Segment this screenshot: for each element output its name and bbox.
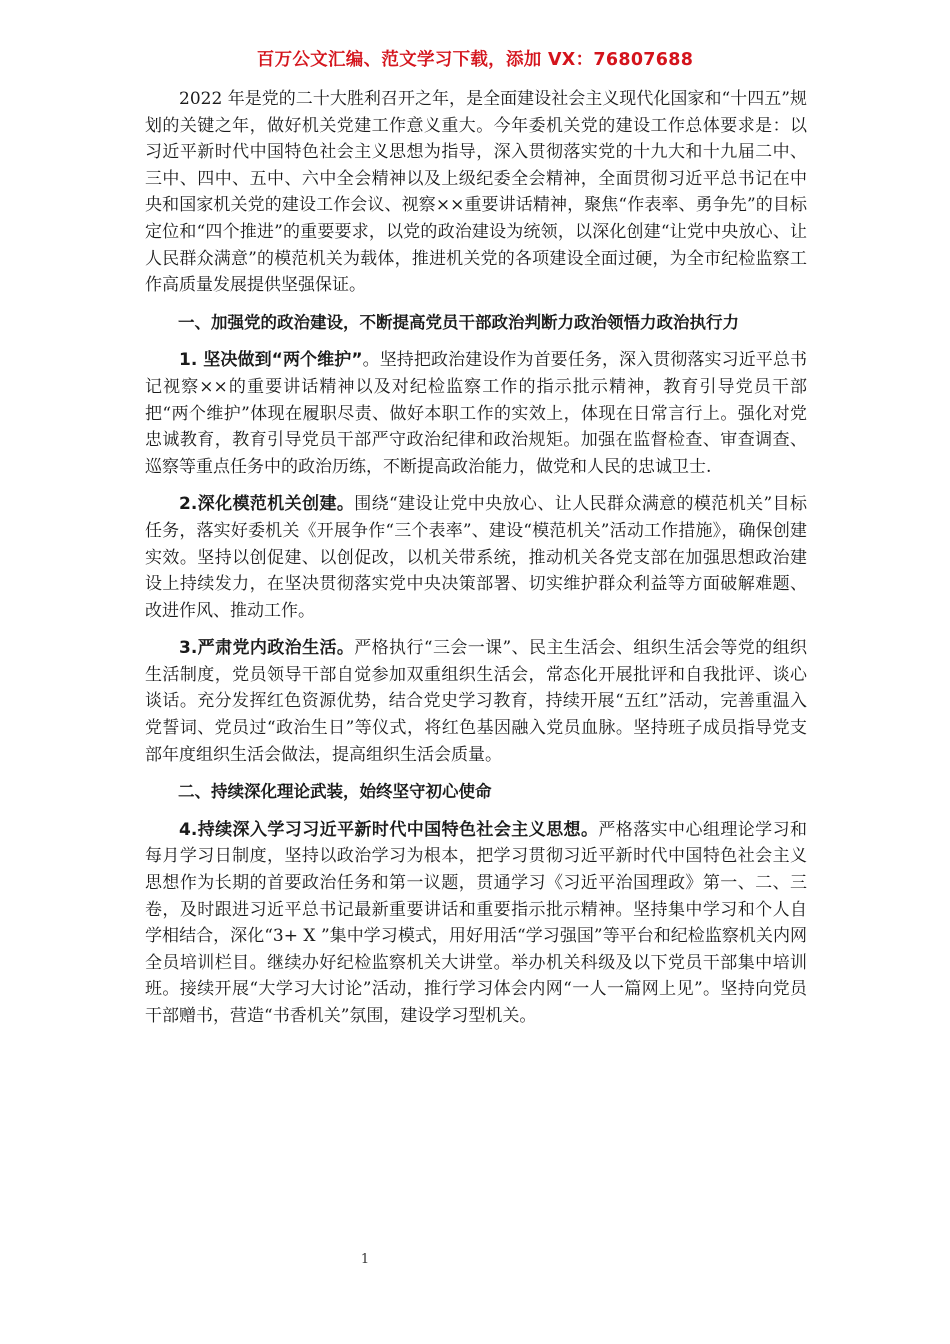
paragraph-text: 。坚持把政治建设作为首要任务，深入贯彻落实习近平总书记视察××的重要讲话精神以及对纪检监察工作的指示批示精神，教育引导党员干部把“两个维护”体现在履职尽责、做好本职工作的实效上，体现在日常言行上。强化对党忠诚教育，教育引导党员干部严守政治纪律和政治规矩。加强在监督检查、审查调查、巡察等重点任务中的政治历练，不断提高政治能力，做党和人民的忠诚卫士. [145,350,807,477]
paragraph-lead: 1. 坚决做到“两个维护” [179,350,363,371]
paragraph-text: 严格执行“三会一课”、民主生活会、组织生活会等党的组织生活制度，党员领导干部自觉参加双重组织生活会，常态化开展批评和自我批评、谈心谈话。充分发挥红色资源优势，结合党史学习教育，持续开展“五红”活动，完善重温入党誓词、党员过“政治生日”等仪式，将红色基因融入党员血脉。坚持班子成员指导党支部年度组织生活会做法，提高组织生活会质量。 [145,638,807,765]
paragraph-lead: 3.严肃党内政治生活。 [179,638,355,659]
section-heading-1: 一、加强党的政治建设，不断提高党员干部政治判断力政治领悟力政治执行力 [178,312,739,332]
paragraph-text: 严格落实中心组理论学习和每月学习日制度，坚持以政治学习为根本，把学习贯彻习近平新时代中国特色社会主义思想作为长期的首要政治任务和第一议题，贯通学习《习近平治国理政》第一、二、三卷，及时跟进习近平总书记最新重要讲话和重要指示批示精神。坚持集中学习和个人自学相结合，深化“3+ X ”集中学习模式，用好用活“学习强国”等平台和纪检监察机关内网全员培训栏目。继续办好纪检监察机关大讲堂。举办机关科级及以下党员干部集中培训班。接续开展“大学习大讨论”活动，推行学习体会内网“一人一篇网上见”。坚持向党员干部赠书，营造“书香机关”氛围，建设学习型机关。 [145,819,807,1026]
intro-paragraph [145,86,807,299]
paragraph-item-1 [145,347,807,480]
paragraph-item-4 [145,817,807,1030]
paragraph-text: 围绕“建设让党中央放心、让人民群众满意的模范机关”目标任务，落实好委机关《开展争作“三个表率”、建设“模范机关”活动工作措施》，确保创建实效。坚持以创促建、以创促改，以机关带系统，推动机关各党支部在加强思想政治建设上持续发力，在坚决贯彻落实党中央决策部署、切实维护群众利益等方面破解难题、改进作风、推动工作。 [145,494,807,621]
page-number: 1 [360,1252,370,1267]
paragraph-text: 2022 年是党的二十大胜利召开之年，是全面建设社会主义现代化国家和“十四五”规划的关键之年，做好机关党建工作意义重大。今年委机关党的建设工作总体要求是：以习近平新时代中国特色社会主义思想为指导，深入贯彻落实党的十九大和十九届二中、三中、四中、五中、六中全会精神以及上级纪委全会精神，全面贯彻习近平总书记在中央和国家机关党的建设工作会议、视察××重要讲话精神，聚焦“作表率、勇争先”的目标定位和“四个推进”的重要要求，以党的政治建设为统领，以深化创建“让党中央放心、让人民群众满意”的模范机关为载体，推进机关党的各项建设全面过硬，为全市纪检监察工作高质量发展提供坚强保证。 [145,89,807,296]
document-body [145,86,807,1041]
paragraph-lead: 2.深化模范机关创建。 [179,494,355,515]
promo-banner: 百万公文汇编、范文学习下载，添加 VX：76807688 [256,50,694,70]
paragraph-lead: 4.持续深入学习习近平新时代中国特色社会主义思想。 [179,819,599,840]
paragraph-item-2 [145,491,807,624]
section-heading-2: 二、持续深化理论武装，始终坚守初心使命 [178,782,492,802]
paragraph-item-3 [145,635,807,768]
